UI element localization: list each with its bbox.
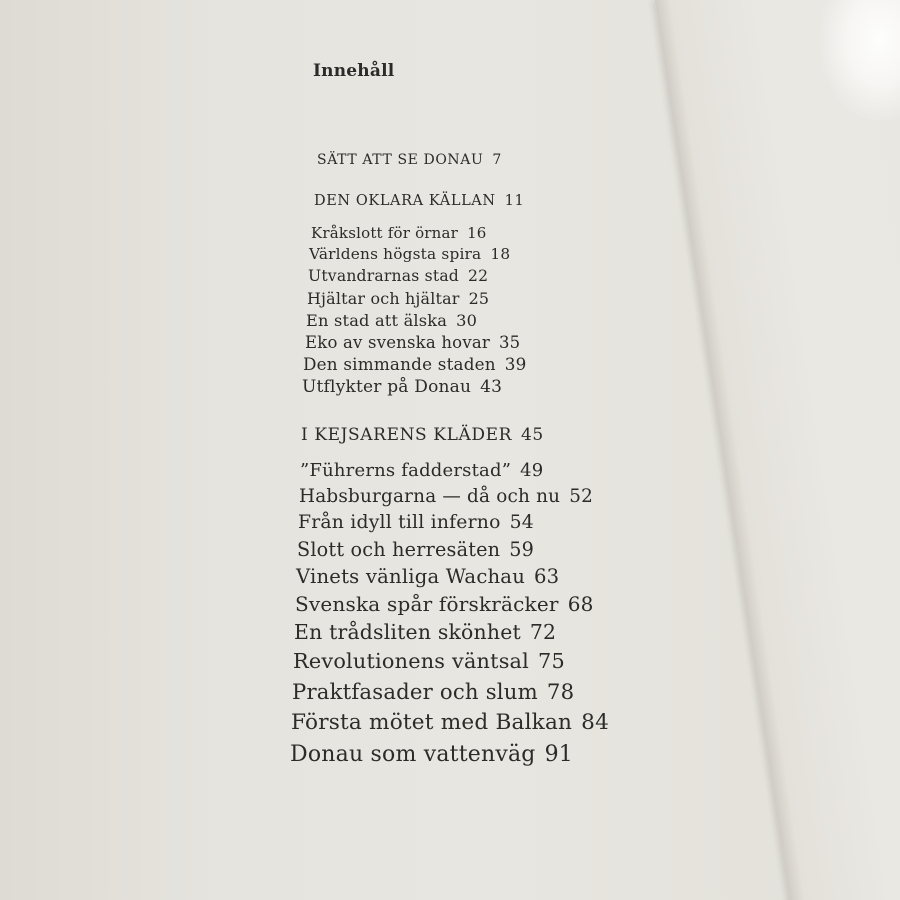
toc-page-number: 49	[520, 460, 544, 481]
toc-entry	[297, 540, 534, 559]
toc-page-number: 39	[504, 354, 527, 374]
toc-entry	[295, 594, 594, 614]
toc-page-number: 91	[544, 742, 573, 767]
toc-title: En stad att älska	[306, 311, 448, 330]
toc-entry	[300, 462, 543, 480]
toc-title: ”Führerns fadderstad”	[300, 460, 512, 481]
toc-title: SÄTT ATT SE DONAU	[317, 152, 484, 168]
toc-entry	[303, 356, 527, 373]
toc-entry	[309, 247, 510, 262]
toc-title: Praktfasader och slum	[292, 679, 538, 704]
toc-entry	[307, 291, 489, 307]
toc-entry	[296, 567, 559, 587]
toc-page-number: 18	[490, 245, 511, 263]
toc-page-number: 54	[509, 512, 534, 533]
toc-title: Världens högsta spira	[309, 245, 482, 263]
toc-title: Från idyll till inferno	[298, 512, 501, 533]
toc-page-number: 78	[546, 679, 575, 704]
toc-page-number: 72	[529, 620, 557, 644]
toc-page-number: 43	[480, 377, 503, 397]
toc-title: En trådsliten skönhet	[294, 620, 521, 644]
toc-page-number: 84	[581, 710, 610, 735]
toc-entry	[291, 712, 609, 734]
toc-entry	[299, 488, 593, 506]
toc-page-number: 11	[504, 193, 525, 209]
toc-page-number: 30	[456, 311, 478, 330]
toc-title: Vinets vänliga Wachau	[296, 565, 526, 588]
toc-page-number: 59	[509, 538, 535, 561]
toc-entry	[311, 226, 487, 241]
toc-section	[301, 427, 544, 444]
toc-page-number: 75	[538, 649, 565, 673]
toc-title: Habsburgarna — då och nu	[299, 486, 561, 507]
toc-title: Revolutionens väntsal	[293, 649, 530, 673]
toc-title: Hjältar och hjältar	[307, 289, 460, 308]
toc-entry	[298, 514, 534, 533]
toc-page-number: 7	[492, 152, 502, 168]
toc-entry	[302, 379, 502, 396]
toc-page-number: 68	[567, 592, 594, 616]
toc-page-number: 25	[468, 289, 490, 308]
toc-heading: Innehåll	[313, 61, 395, 81]
toc-title: Eko av svenska hovar	[305, 333, 490, 352]
toc-section	[314, 194, 524, 209]
toc-title: Donau som vattenväg	[290, 742, 536, 767]
toc-title: Första mötet med Balkan	[291, 710, 573, 735]
toc-entry	[292, 681, 574, 702]
toc-entry	[305, 335, 520, 352]
toc-entry	[293, 651, 565, 672]
toc-page-number: 63	[534, 565, 560, 588]
toc-title: DEN OKLARA KÄLLAN	[314, 193, 496, 209]
toc-title: Utflykter på Donau	[302, 377, 472, 397]
toc-page-number: 35	[498, 333, 521, 352]
toc-entry	[290, 744, 573, 766]
toc-title: Kråkslott för örnar	[311, 224, 459, 242]
toc-entry	[306, 313, 477, 329]
toc-page-number: 16	[467, 224, 487, 242]
toc-title: Slott och herresäten	[297, 538, 501, 561]
toc-entry	[294, 622, 556, 642]
toc-title: Utvandrarnas stad	[308, 267, 459, 285]
toc-page-number: 22	[468, 267, 489, 285]
toc-page-number: 45	[521, 425, 544, 445]
toc-title: Svenska spår förskräcker	[295, 592, 559, 616]
toc-page-number: 52	[569, 486, 593, 507]
toc-title: Den simmande staden	[303, 354, 496, 374]
toc-title: I KEJSARENS KLÄDER	[301, 425, 513, 445]
toc-entry	[308, 269, 488, 285]
toc-section	[317, 153, 502, 167]
